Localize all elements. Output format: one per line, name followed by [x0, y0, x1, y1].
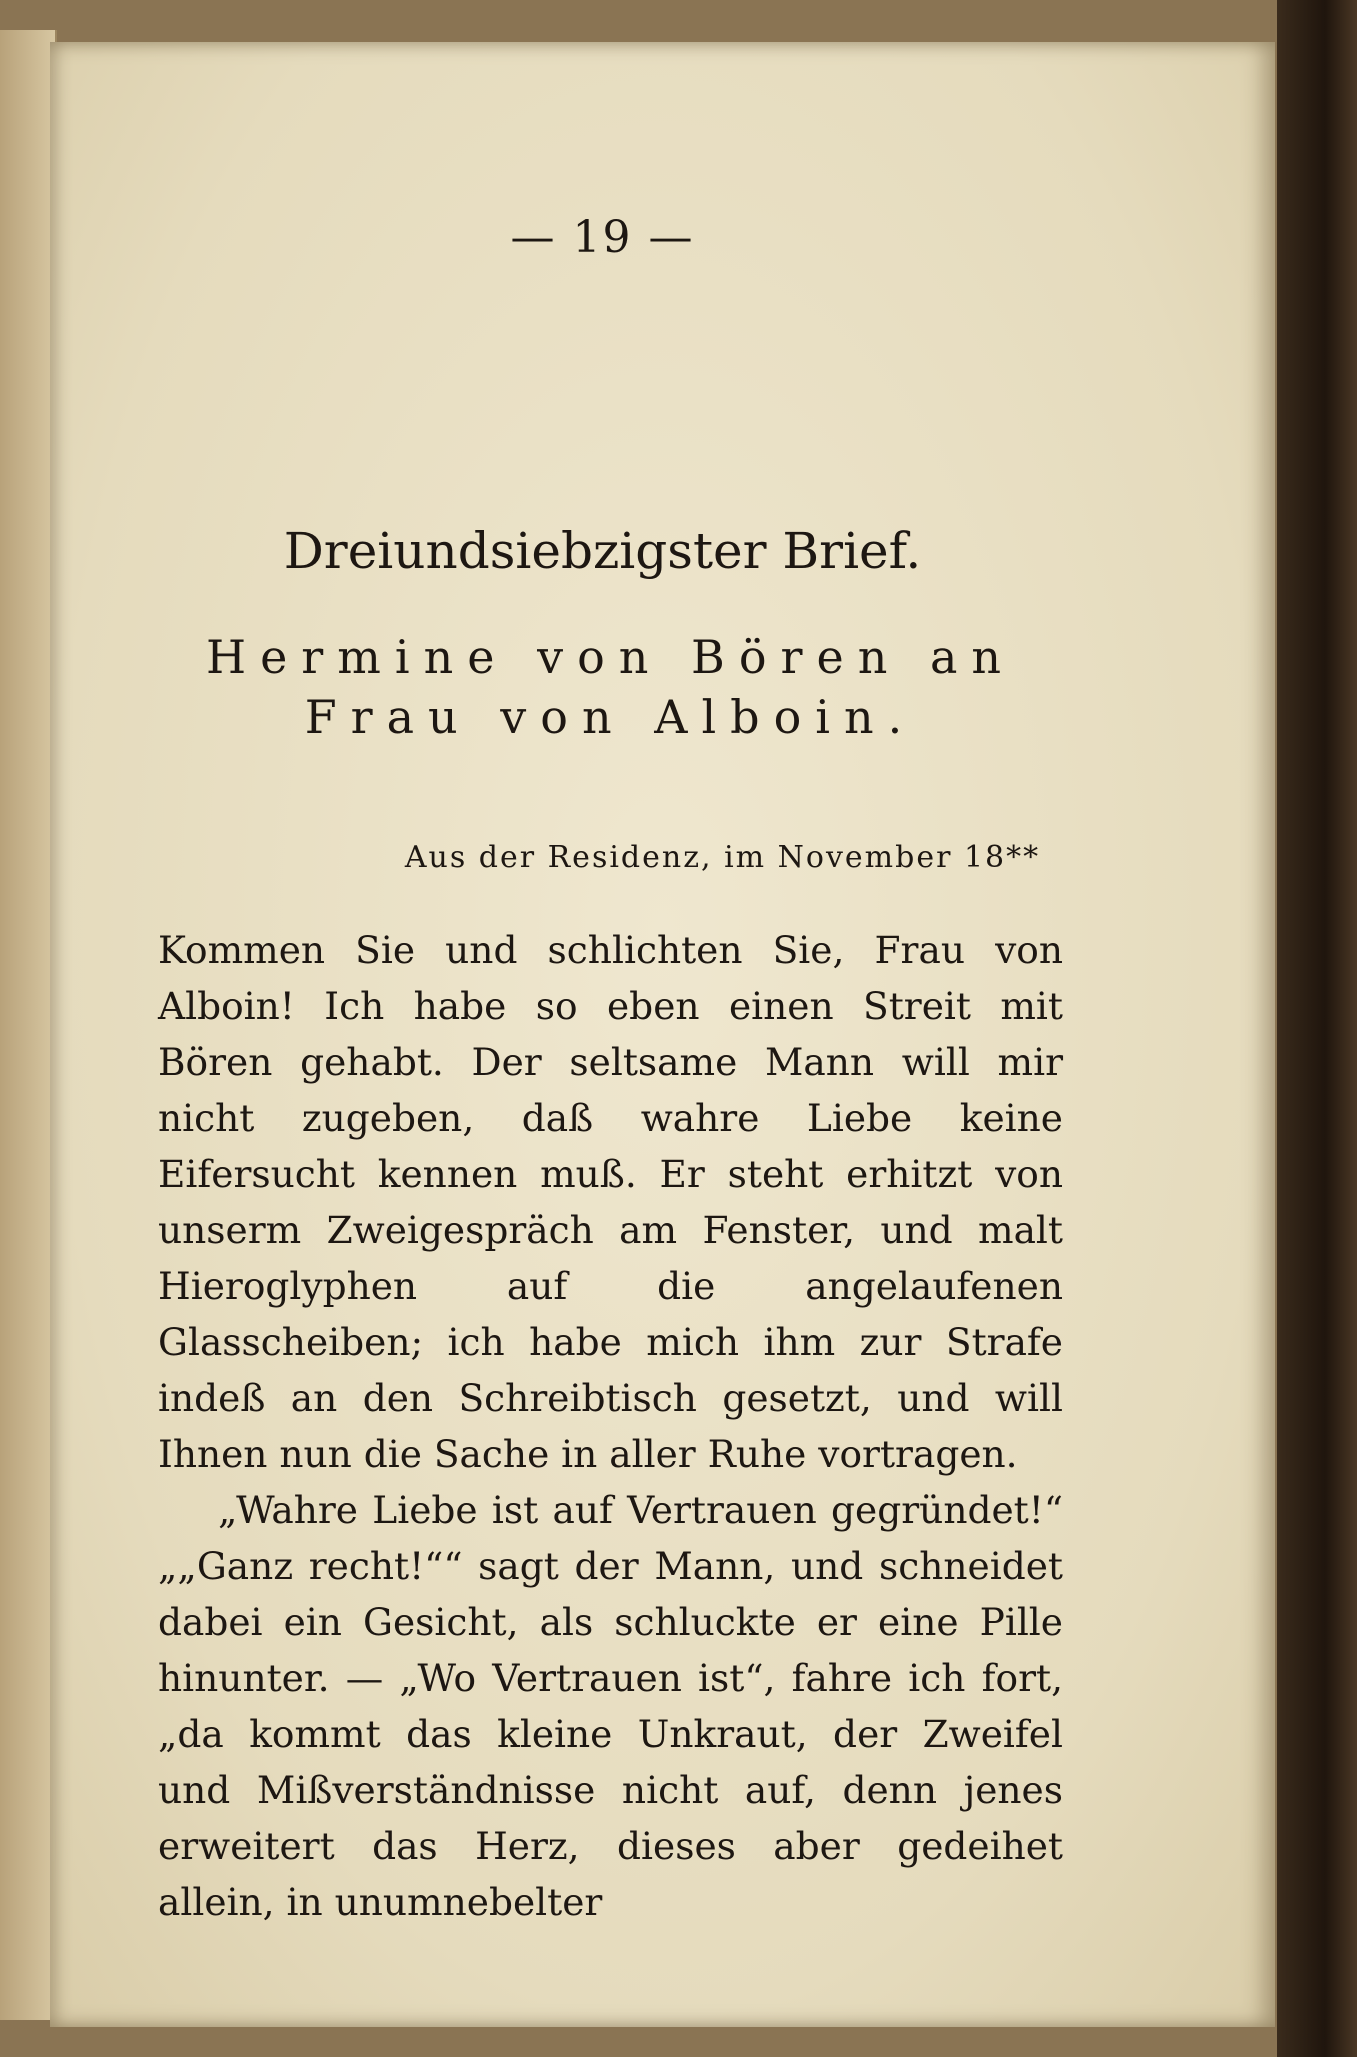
letter-title: Dreiundsiebzigster Brief. [283, 522, 922, 580]
page [50, 42, 1275, 2027]
letter-dateline: Aus der Residenz, im November 18** [404, 840, 1041, 875]
paragraph-2: „Wahre Liebe ist auf Vertrauen gegründet!“ „„Ganz recht!““ sagt der Mann, und schneidet dabei ein Gesicht, als schluckte er eine Pille hinunter. — „Wo Vertrauen ist“, fahre ich fort, „da kommt das kleine Unkraut, der Zweifel und Mißverständnisse nicht auf, denn jenes erweitert das Herz, dieses aber gedeihet allein, in unumnebelter [158, 1488, 1063, 1924]
page-number: — 19 — [510, 212, 695, 263]
paragraph-1: Kommen Sie und schlichten Sie, Frau von Alboin! Ich habe so eben einen Streit mit Bören gehabt. Der seltsame Mann will mir nicht zugeben, daß wahre Liebe keine Eifersucht kennen muß. Er steht erhitzt von unserm Zweigespräch am Fenster, und malt Hieroglyphen auf die angelaufenen Glasscheiben; ich habe mich ihm zur Strafe indeß an den Schreibtisch gesetzt, und will Ihnen nun die Sache in aller Ruhe vortragen. [158, 928, 1063, 1476]
letter-address: Hermine von Bören an Frau von Alboin. [205, 630, 1016, 744]
previous-page-edge [0, 30, 57, 2020]
letter-body [158, 922, 1063, 1930]
book-binding [1277, 0, 1357, 2057]
